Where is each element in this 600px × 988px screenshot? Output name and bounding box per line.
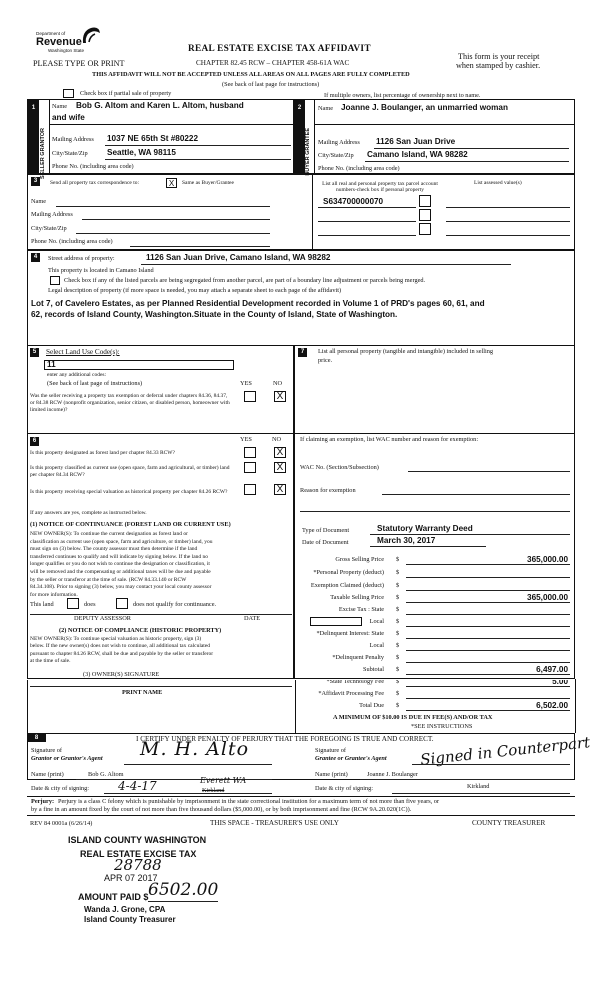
total-due[interactable]: 6,502.00 [536,701,568,710]
forest-no-checkbox[interactable]: X [274,447,286,458]
stamp-line-1: ISLAND COUNTY WASHINGTON [68,835,207,845]
taxable-selling-price[interactable]: 365,000.00 [527,593,568,602]
located-note: This property is located in Camano Island [48,267,154,274]
parcel-header: List all real and personal property tax parcel account numbers-check box if personal property [322,181,438,193]
tax-row: Exemption Claimed (deduct) $ [310,582,400,589]
tax-row: *Personal Property (deduct) $ [313,569,400,576]
grantee-sig-label-2: Grantee or Grantee's Agent [315,755,387,762]
notice1-line: by the seller or transferor at the time of sale. (RCW 84.33.140 or RCW [30,576,187,583]
wac-label: WAC No. (Section/Subsection) [300,464,379,471]
gross-selling-price[interactable]: 365,000.00 [527,555,568,564]
tax-row: *Delinquent Penalty $ [332,654,400,661]
does-label: does [84,601,96,608]
tax-row: Local $ [369,642,400,649]
stamp-line-2: REAL ESTATE EXCISE TAX [80,849,197,859]
exemption-label: If claiming an exemption, list WAC number and reason for exemption: [300,436,479,443]
sec5-no: NO [273,380,283,387]
grantee-signature[interactable]: Signed in Counterpart [419,733,591,769]
partial-sale-checkbox[interactable] [63,89,74,98]
tax-row: Gross Selling Price $ 365,000.00 [335,555,568,564]
multiple-owners-note: If multiple owners, list percentage of ownership next to name. [324,92,481,99]
buyer-mailing[interactable]: 1126 San Juan Drive [376,137,456,146]
forest-land-question: Is this property designated as forest land per chapter 84.33 RCW? [30,450,175,456]
tax-row: Excise Tax : State $ [338,606,400,613]
historic-yes-checkbox[interactable] [244,484,256,495]
tax-row: Local $ [369,618,400,625]
perjury-label: Perjury: [31,798,55,805]
form-title: REAL ESTATE EXCISE TAX AFFIDAVIT [188,44,371,54]
historic-no-checkbox[interactable]: X [274,484,286,495]
notice1-line: classification as current use (open space, farm and agriculture, or timber) land, you [30,538,213,545]
sec3-city-label: City/State/Zip [31,225,67,232]
section-1-number: 1 [29,104,38,113]
personal-property-label-2: price. [318,357,333,364]
grantor-signature[interactable]: M. H. Alto [140,738,250,760]
tax-row: *State Technology Fee $ 5.00 [326,677,568,686]
buyer-city[interactable]: Camano Island, WA 98282 [367,150,468,159]
notice1-line: longer qualifies or you do not wish to continue the designation or classification, it [30,561,210,568]
grantor-sig-label-1: Signature of [31,747,62,754]
segregated-label: Check box if any of the listed parcels are being segregated from another parcel, are part of a boundary line adjustment or parcels being merged. [64,277,426,284]
treasurer-name: Wanda J. Grone, CPA [84,905,166,914]
does-not-label: does not qualify for continuance. [133,601,217,608]
land-use-label: Select Land Use Code(s): [46,348,120,356]
grantor-date-label: Date & city of signing: [31,785,90,792]
chapter-reference: CHAPTER 82.45 RCW – CHAPTER 458-61A WAC [196,59,350,67]
personal-property-checkbox-3[interactable] [419,223,431,235]
legal-description-line1[interactable]: Lot 7, of Cavelero Estates, as per Planned Residential Development recorded in Volume 1 of PRD's pages 60, 61, and [31,299,485,308]
grantee-name[interactable]: Joanne J. Boulanger [367,771,418,778]
forest-yes-checkbox[interactable] [244,447,256,458]
buyer-name[interactable]: Joanne J. Boulanger, an unmarried woman [341,103,508,112]
notice2-line: NEW OWNER(S): To continue special valuation as historic property, sign (3) [30,636,202,642]
buyer-name-label: Name [318,105,334,112]
completion-warning: THIS AFFIDAVIT WILL NOT BE ACCEPTED UNLESS ALL AREAS ON ALL PAGES ARE FULLY COMPLETED [92,71,410,78]
if-yes-note: If any answers are yes, complete as instructed below. [30,510,147,516]
sec5-no-checkbox[interactable]: X [274,391,286,402]
segregated-checkbox[interactable] [50,276,60,285]
tax-table-lower [296,666,572,716]
partial-sale-label: Check box if partial sale of property [80,90,172,97]
seller-city[interactable]: Seattle, WA 98115 [107,148,176,157]
tax-row: *Affidavit Processing Fee $ [318,690,400,697]
reason-label: Reason for exemption [300,487,356,494]
treasurer-stamp [60,836,260,956]
property-street-address[interactable]: 1126 San Juan Drive, Camano Island, WA 98282 [146,253,331,262]
seller-name[interactable]: Bob G. Altom and Karen L. Altom, husband [76,101,244,110]
sec5-see-back: (See back of last page of instructions) [47,380,143,387]
seller-city-label: City/State/Zip [52,150,88,157]
current-use-yes-checkbox[interactable] [244,462,256,473]
tax-row: Total Due $ 6,502.00 [359,701,568,710]
land-use-code-box[interactable] [44,360,234,370]
section-4-number: 4 [31,253,40,262]
notice-compliance-title: (2) NOTICE OF COMPLIANCE (HISTORIC PROPERTY) [59,627,222,634]
amount-paid-label: AMOUNT PAID $ [78,892,149,902]
grantee-city[interactable]: Kirkland [467,783,490,790]
seller-mailing[interactable]: 1037 NE 65th St #80222 [107,134,199,143]
section-8-number: 8 [32,734,41,742]
grantor-name-label: Name (print) [31,771,64,778]
type-print-note: PLEASE TYPE OR PRINT [33,59,125,68]
sec3-mailing-label: Mailing Address [31,211,73,218]
treasurer-title: Island County Treasurer [84,915,176,924]
does-not-checkbox[interactable] [116,598,128,609]
notice1-line: 84.34.108). Prior to signing (3) below, you may contact your local county assessor [30,584,212,591]
receipt-note-2: when stamped by cashier. [456,61,541,70]
grantor-city[interactable]: Everett WA [200,776,247,785]
notice1-line: NEW OWNER(S): To continue the current designation as forest land or [30,531,188,537]
grantor-city-struck: Kirkland [202,787,225,794]
county-treasurer-label: COUNTY TREASURER [472,819,546,827]
personal-property-label: List all personal property (tangible and intangible) included in selling [318,348,494,355]
buyer-city-label: City/State/Zip [318,152,354,159]
grantee-sig-label-1: Signature of [315,747,346,754]
sec3-name-label: Name [31,198,47,205]
dor-logo-icon [80,25,102,45]
print-name-label: PRINT NAME [122,689,163,696]
see-instructions: *SEE INSTRUCTIONS [411,723,473,730]
grantor-sig-label-2: Grantor or Grantor's Agent [31,755,103,762]
section-6-number: 6 [30,437,39,446]
dept-line3: Washington State [48,48,85,53]
tax-row: Taxable Selling Price $ 365,000.00 [330,593,568,602]
grantee-name-label: Name (print) [315,771,348,778]
amount-paid: 6502.00 [148,880,219,900]
perjury-text-2: by a fine in an amount fixed by the court of not more than five thousand dollars ($5,000.00), or by both imprisonment and fine (RCW 9A.20.020(1C)). [31,806,412,813]
tax-row: *Delinquent Interest: State $ [316,630,400,637]
personal-property-checkbox-1[interactable] [419,195,431,207]
same-as-buyer-checkbox[interactable]: X [166,178,177,188]
does-checkbox[interactable] [67,598,79,609]
dept-line2: Revenue [36,36,82,48]
seller-phone-label: Phone No. (including area code) [52,163,134,170]
treasurer-space-label: THIS SPACE - TREASURER'S USE ONLY [210,819,339,827]
technology-fee[interactable]: 5.00 [552,677,568,686]
sec3-phone-label: Phone No. (including area code) [31,238,113,245]
grantor-date[interactable]: 4-4-17 [118,779,157,793]
rev-number: REV 84 0001a (6/26/14) [30,820,93,827]
seller-mailing-label: Mailing Address [52,136,94,143]
doc-date[interactable]: March 30, 2017 [377,536,436,545]
notice-continuance-text [30,531,292,599]
notice1-line: will be removed and the compensating or additional taxes will be due and payable [30,568,211,575]
sec6-yes: YES [240,436,252,443]
buyer-vertical-label: BUYER GRANTEE [305,128,311,176]
exemption-question: Was the seller receiving a property tax exemption or deferral under chapters 84.36, 84.37, or 84.38 RCW (nonprofit organization, senior citizen, or disabled person, homeowner with limited income)? [30,393,230,413]
notice1-line: for more information. [30,591,78,598]
sec6-no: NO [272,436,282,443]
buyer-mailing-label: Mailing Address [318,139,360,146]
land-use-code: 11 [47,360,56,369]
doc-type[interactable]: Statutory Warranty Deed [377,524,473,533]
notice-compliance-text [30,636,292,666]
doc-type-label: Type of Document [302,527,350,534]
stamp-number: 28788 [114,856,162,874]
section-5-number: 5 [30,348,39,357]
deputy-date: DATE [244,615,261,622]
receipt-note: This form is your receipt [458,52,540,61]
personal-property-checkbox-2[interactable] [419,209,431,221]
owner-signature-label: (3) OWNER(S) SIGNATURE [83,671,160,678]
send-correspondence-label: Send all property tax correspondence to: [50,180,140,186]
street-label: Street address of property: [48,255,115,262]
notice1-line: must sign on (3) below. The county assessor must then determine if the land [30,546,198,553]
section-2-number: 2 [295,104,304,113]
current-use-question: Is this property classified as current use (open space, farm and agricultural, or timber) land per chapter 84.34 RCW? [30,465,230,478]
dept-line1: Department of [36,31,66,36]
certify-statement: I CERTIFY UNDER PENALTY OF PERJURY THAT THE FOREGOING IS TRUE AND CORRECT. [136,735,434,743]
seller-name-2[interactable]: and wife [52,113,85,122]
tax-row: Subtotal $ 6,497.00 [363,665,568,674]
current-use-no-checkbox[interactable]: X [274,462,286,473]
deputy-assessor: DEPUTY ASSESSOR [74,615,131,622]
same-as-buyer-label: Same as Buyer/Grantee [182,180,234,186]
parcel-number[interactable]: S634700000070 [323,197,384,206]
grantee-date-label: Date & city of signing: [315,785,374,792]
this-land-label: This land [30,601,54,608]
notice2-line: at the time of sale. [30,658,71,665]
historic-question: Is this property receiving special valuation as historical property per chapter 84.26 RCW? [30,489,228,495]
section-3-number: 3 [31,177,40,186]
grantor-name[interactable]: Bob G. Altom [88,771,124,778]
legal-description-line2[interactable]: 62, records of Island County, Washington.Situate in the County of Island, State of Washington. [31,310,398,319]
notice2-line: below. If the new owner(s) does not wish to continue, all additional tax calculated [30,643,211,650]
see-back-note: (See back of last page for instructions) [222,81,320,88]
minimum-due-note: A MINIMUM OF $10.00 IS DUE IN FEE(S) AND/OR TAX [333,714,493,721]
stamp-date: APR 07 2017 [104,873,158,883]
notice1-line: transferred continues to qualify and will indicate by signing below. If the land no [30,553,209,560]
tax-table [296,556,572,674]
subtotal[interactable]: 6,497.00 [536,665,568,674]
section-7-number: 7 [298,348,307,357]
seller-name-label: Name [52,103,68,110]
legal-description-label: Legal description of property (if more space is needed, you may attach a separate sheet to each page of the affidavit) [48,287,342,294]
doc-date-label: Date of Document [302,539,349,546]
assessed-header: List assessed value(s) [474,180,522,186]
enter-additional-codes: enter any additional codes: [47,372,107,378]
notice2-line: pursuant to chapter 84.26 RCW, shall be due and payable by the seller or transferor [30,650,214,657]
seller-vertical-label: SELLER GRANTOR [40,128,46,179]
perjury-text-1: Perjury is a class C felony which is punishable by imprisonment in the state correctional institution for a maximum term of not more than five years, or [58,798,440,805]
sec5-yes-checkbox[interactable] [244,391,256,402]
notice-continuance-title: (1) NOTICE OF CONTINUANCE (FOREST LAND OR CURRENT USE) [30,521,231,528]
buyer-phone-label: Phone No. (including area code) [318,165,400,172]
sec5-yes: YES [240,380,252,387]
dor-logo [36,25,106,59]
